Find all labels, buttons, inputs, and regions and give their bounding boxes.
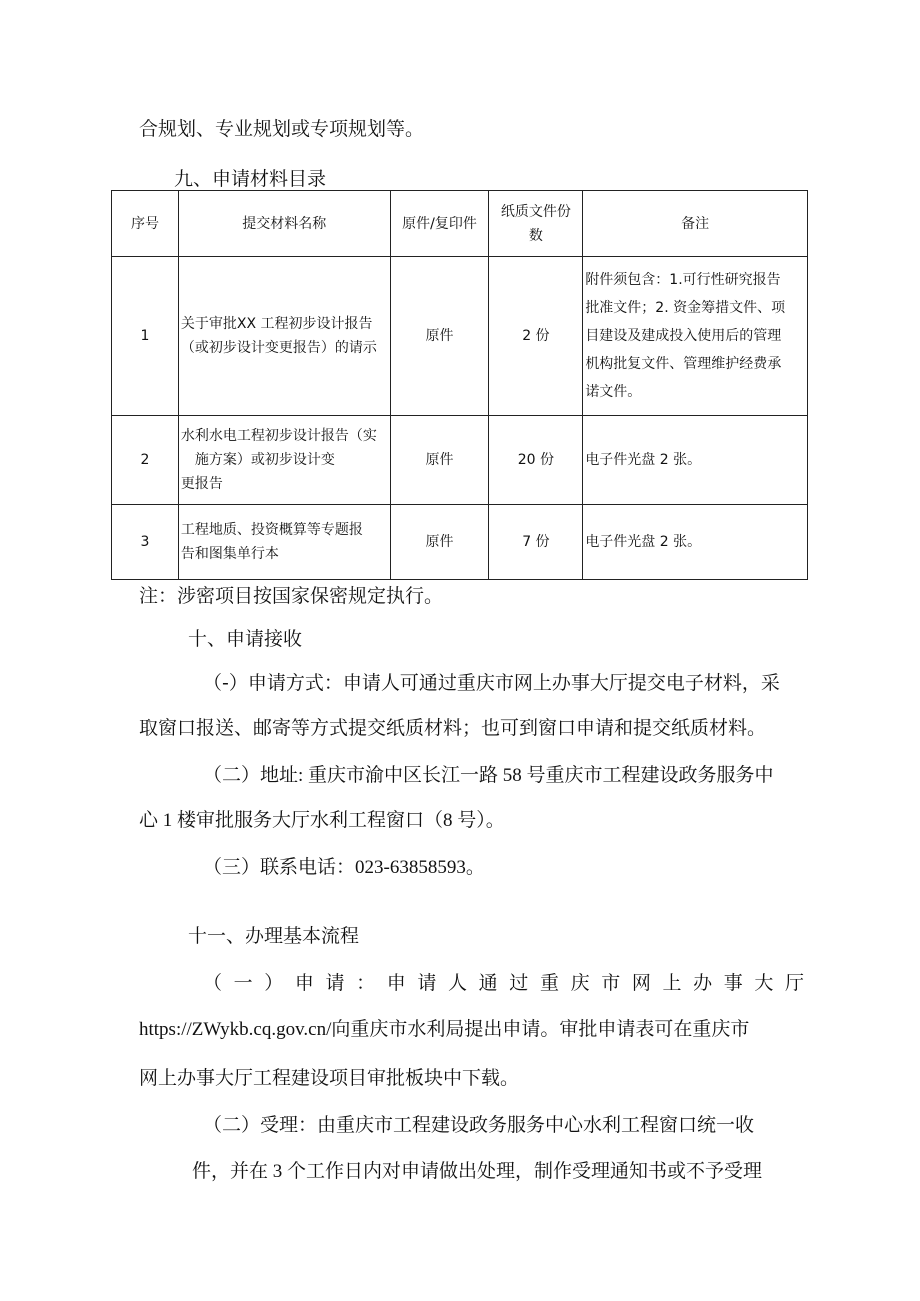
row3-copies: 7 份: [489, 505, 583, 580]
row1-copies: 2 份: [489, 257, 583, 416]
row1-name-line1: 关于审批XX 工程初步设计报告: [180, 316, 373, 332]
materials-table: [111, 190, 808, 580]
row1-name: [178, 257, 390, 416]
row2-name-line1: 水利水电工程初步设计报告（实: [180, 428, 377, 444]
section-heading-9: 九、申请材料目录: [174, 168, 327, 190]
table-header-row: [112, 191, 808, 257]
row2-name-line2: 施方案）或初步设计变: [194, 452, 335, 468]
row1-remark: [583, 257, 808, 416]
header-copies: [489, 191, 583, 257]
row1-no: 1: [112, 257, 179, 416]
row2-copies: 20 份: [489, 416, 583, 505]
paragraph-apply-line3: 网上办事大厅工程建设项目审批板块中下载。: [139, 1067, 520, 1089]
row1-type: 原件: [390, 257, 489, 416]
row1-remark-line2: 批准文件；2. 资金筹措文件、项: [585, 300, 786, 316]
header-copies-line1: 纸质文件份: [500, 203, 571, 220]
row2-name: [178, 416, 390, 505]
table-row: [112, 416, 808, 505]
row2-remark: 电子件光盘 2 张。: [583, 416, 808, 505]
row2-no: 2: [112, 416, 179, 505]
row3-remark: 电子件光盘 2 张。: [583, 505, 808, 580]
row1-remark-line5: 诺文件。: [585, 384, 642, 400]
section-heading-10: 十、申请接收: [188, 628, 303, 650]
paragraph-address-line1: （二）地址: 重庆市渝中区长江一路 58 号重庆市工程建设政务服务中: [203, 765, 774, 786]
paragraph-accept-line2: 件，并在 3 个工作日内对申请做出处理，制作受理通知书或不予受理: [192, 1161, 763, 1182]
row2-type: 原件: [390, 416, 489, 505]
row3-type: 原件: [390, 505, 489, 580]
header-remark: 备注: [583, 191, 808, 257]
paragraph-apply-method-line2: 取窗口报送、邮寄等方式提交纸质材料；也可到窗口申请和提交纸质材料。: [139, 717, 767, 739]
paragraph-accept-line1: （二）受理：由重庆市工程建设政务服务中心水利工程窗口统一收: [203, 1114, 755, 1136]
paragraph-planning-end: 合规划、专业规划或专项规划等。: [139, 118, 425, 140]
row1-remark-line1: 附件须包含：1.可行性研究报告: [585, 272, 781, 288]
row3-name: [178, 505, 390, 580]
paragraph-apply-method-line1: （-）申请方式：申请人可通过重庆市网上办事大厅提交电子材料，采: [203, 672, 780, 694]
row2-name-line3: 更报告: [180, 476, 223, 492]
header-copies-line2: 数: [528, 227, 543, 244]
row3-name-line1: 工程地质、投资概算等专题报: [180, 522, 363, 538]
table-note: 注：涉密项目按国家保密规定执行。: [139, 585, 444, 607]
paragraph-phone: （三）联系电话：023-63858593。: [203, 857, 485, 878]
header-name: 提交材料名称: [178, 191, 390, 257]
header-no: 序号: [112, 191, 179, 257]
table-row: [112, 505, 808, 580]
row3-no: 3: [112, 505, 179, 580]
section-heading-11: 十一、办理基本流程: [188, 925, 360, 947]
row3-name-line2: 告和图集单行本: [180, 546, 279, 562]
paragraph-apply-line1: （一）申请：申请人通过重庆市网上办事大厅: [203, 972, 804, 994]
paragraph-address-line2: 心 1 楼审批服务大厅水利工程窗口（8 号）。: [139, 810, 505, 831]
row1-remark-line4: 机构批复文件、管理维护经费承: [585, 356, 782, 372]
paragraph-apply-line2: https://ZWykb.cq.gov.cn/向重庆市水利局提出申请。审批申请表可在重庆市: [139, 1019, 750, 1040]
header-type: 原件/复印件: [390, 191, 489, 257]
table-row: [112, 257, 808, 416]
row1-remark-line3: 目建设及建成投入使用后的管理: [585, 328, 782, 344]
row1-name-line2: （或初步设计变更报告）的请示: [180, 340, 377, 356]
